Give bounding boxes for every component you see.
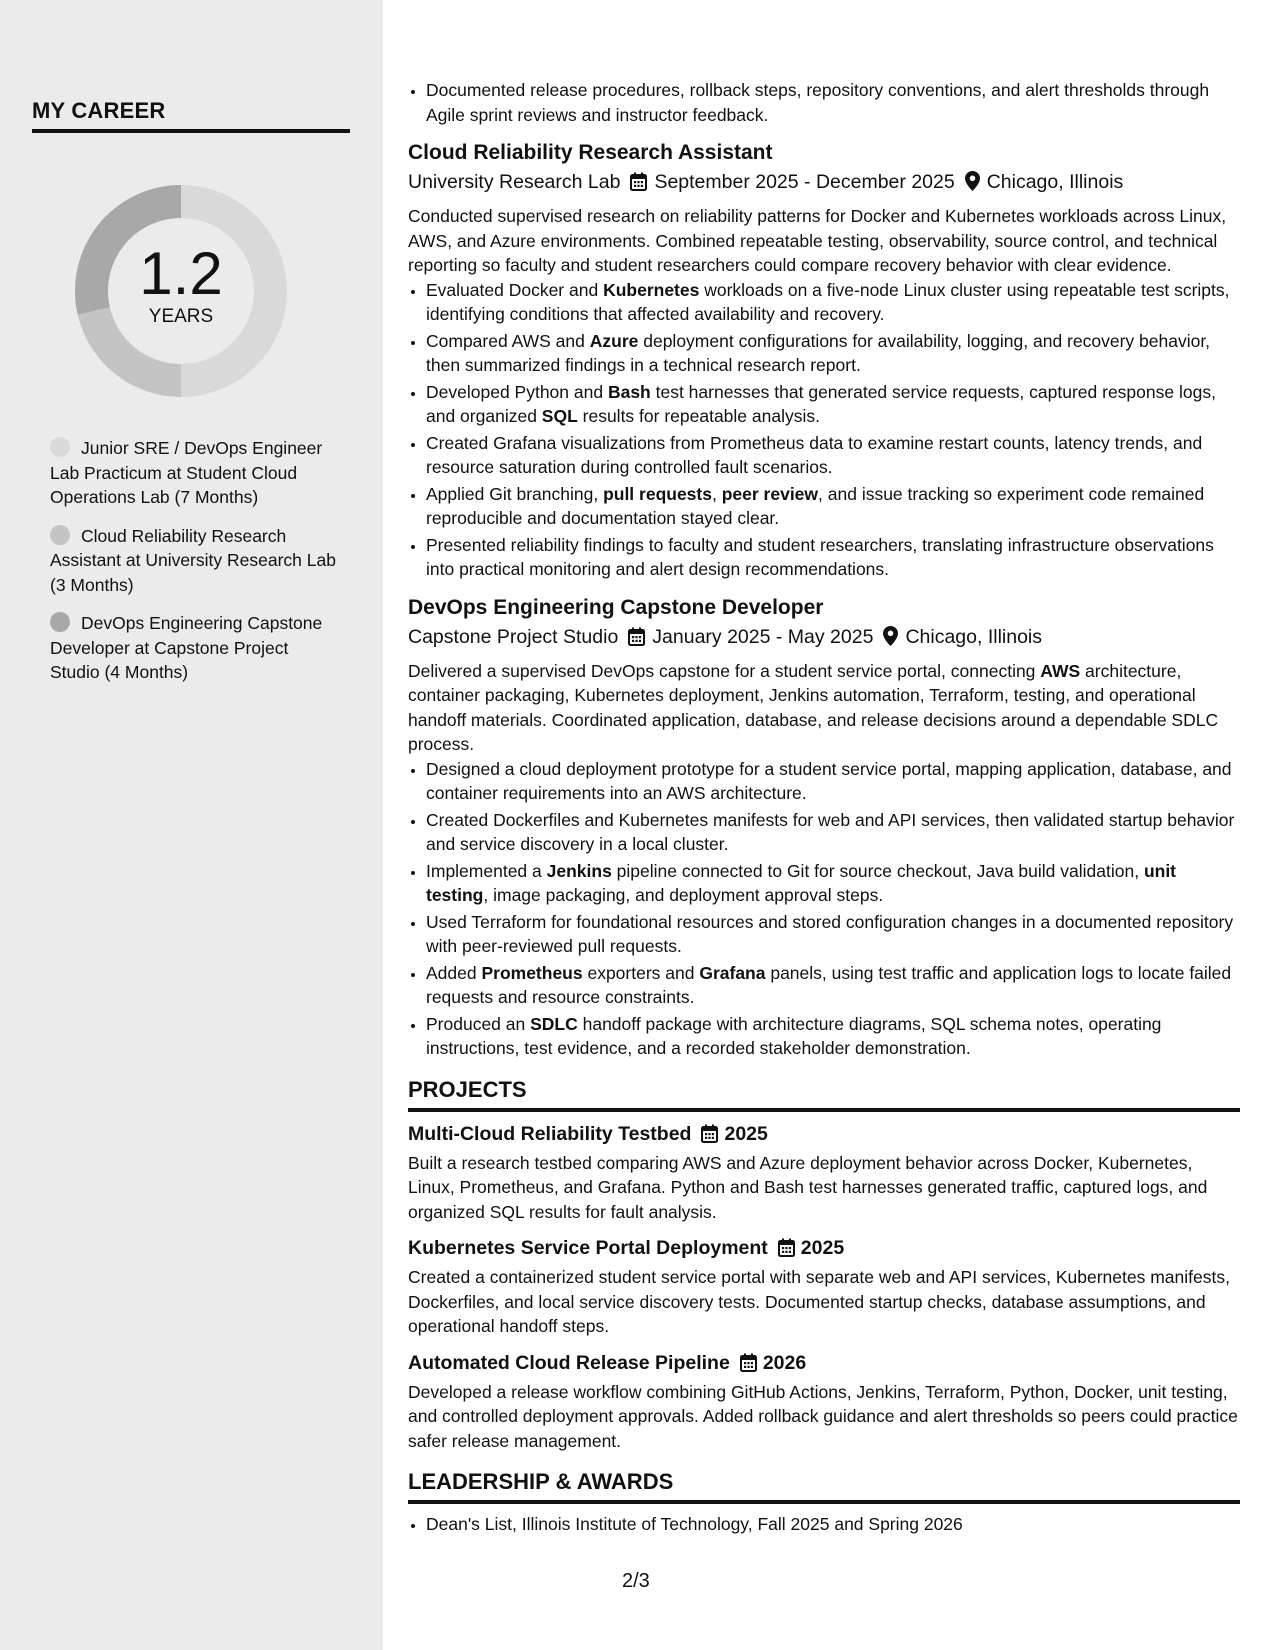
calendar-icon: [630, 171, 647, 199]
job-title: DevOps Engineering Capstone Developer: [408, 595, 824, 619]
text-run: Designed a cloud deployment prototype for a student service portal, mapping application, database, and container requirements into an AWS architecture.: [426, 758, 1232, 803]
legend-swatch-icon: [50, 525, 70, 545]
text-run: exporters and: [582, 962, 700, 983]
text-run: Created Dockerfiles and Kubernetes manifests for web and API services, then validated startup behavior and service discovery in a local cluster.: [426, 809, 1235, 854]
bullet-item: [426, 278, 1240, 327]
bold-keyword: Prometheus: [481, 962, 583, 983]
legend-item: [50, 524, 340, 598]
text-run: Evaluated Docker and: [426, 279, 604, 300]
text-run: Added: [426, 962, 482, 983]
career-donut-chart: [62, 172, 300, 410]
project-title-row: [408, 1349, 1240, 1380]
bold-keyword: SDLC: [530, 1013, 578, 1034]
location-pin-icon: [965, 171, 980, 199]
text-run: Presented reliability findings to faculty and student researchers, translating infrastructure observations into practical monitoring and alert design recommendations.: [426, 534, 1214, 579]
career-total-value: 1.2: [139, 240, 223, 307]
bold-keyword: peer review: [721, 483, 819, 504]
career-total-unit: YEARS: [148, 306, 214, 327]
project-title: Kubernetes Service Portal Deployment: [408, 1237, 768, 1259]
text-run: Conducted supervised research on reliability patterns for Docker and Kubernetes workloads across Linux, AWS, and Azure environments. Combined repeatable testing, observability, source control, and technical reporting so faculty and student researchers could compare recovery behavior with clear evidence.: [408, 206, 1227, 275]
text-run: results for repeatable analysis.: [577, 406, 820, 426]
legend-item: [50, 436, 340, 510]
job-location: Chicago, Illinois: [905, 625, 1043, 648]
text-run: Created Grafana visualizations from Prometheus data to examine restart counts, latency trends, and resource saturation during controlled fault scenarios.: [426, 432, 1203, 477]
career-sidebar: [0, 0, 383, 1650]
bullet-item: [426, 757, 1240, 806]
bold-keyword: SQL: [541, 406, 578, 426]
legend-swatch-icon: [50, 612, 70, 632]
bullet-item: [426, 859, 1240, 908]
job-entry: [408, 139, 1240, 582]
legend-label: DevOps Engineering Capstone Developer at Capstone Project Studio (4 Months): [50, 613, 323, 682]
project-year: 2025: [724, 1122, 768, 1145]
legend-label: Junior SRE / DevOps Engineer Lab Practicum at Student Cloud Operations Lab (7 Months): [50, 438, 323, 507]
job-org: Capstone Project Studio: [408, 625, 619, 648]
job-dates: January 2025 - May 2025: [652, 625, 874, 648]
project-entry: [408, 1120, 1240, 1225]
main-content: [408, 78, 1240, 1539]
bullet-item: [426, 808, 1240, 857]
bullet-item: • Dean's List, Illinois Institute of Technology, Fall 2025 and Spring 2026: [426, 1512, 1240, 1537]
legend-label: Cloud Reliability Research Assistant at University Research Lab (3 Months): [50, 525, 336, 595]
project-entry: [408, 1234, 1240, 1339]
bullet-item: [426, 533, 1240, 582]
text-run: Applied Git branching,: [426, 483, 604, 504]
projects-heading: PROJECTS: [408, 1077, 1240, 1112]
bold-keyword: Jenkins: [546, 860, 612, 881]
text-run: Implemented a: [426, 860, 547, 881]
career-legend: [50, 436, 340, 699]
text-run: pipeline connected to Git for source checkout, Java build validation,: [611, 860, 1144, 881]
bold-keyword: Grafana: [699, 962, 766, 983]
text-run: test harnesses that generated service requests, captured response logs, and organized: [426, 381, 1216, 426]
job-bullets: [408, 757, 1240, 1061]
project-description: Developed a release workflow combining GitHub Actions, Jenkins, Terraform, Python, Docker, unit testing, and controlled deployment approvals. Added rollback guidance and alert thresholds so peers could practice safer release management.: [408, 1381, 1238, 1451]
job-meta: [408, 623, 1240, 654]
project-title-row: [408, 1234, 1240, 1265]
bullet-item: [426, 910, 1240, 959]
legend-swatch-icon: [50, 437, 70, 457]
text-run: , image packaging, and deployment approval steps.: [483, 885, 884, 905]
text-run: ,: [711, 483, 722, 504]
project-year: 2025: [800, 1237, 845, 1259]
text-run: handoff package with architecture diagrams, SQL schema notes, operating instructions, test evidence, and a recorded stakeholder demonstration.: [426, 1013, 1162, 1058]
bold-keyword: Azure: [589, 330, 639, 351]
calendar-icon: [778, 1237, 795, 1265]
text-run: Produced an: [426, 1013, 531, 1034]
text-run: Compared AWS and: [426, 330, 590, 351]
bullet-item: • Documented release procedures, rollback steps, repository conventions, and alert thresholds through Agile sprint reviews and instructor feedback.: [426, 78, 1240, 127]
bullet-item: [426, 961, 1240, 1010]
text-run: Developed Python and: [426, 381, 608, 402]
legend-item: [50, 611, 340, 685]
text-run: panels, using test traffic and application logs to locate failed requests and resource constraints.: [426, 962, 1232, 1007]
project-description: Created a containerized student service portal with separate web and API services, Kubernetes manifests, Dockerfiles, and local service discovery tests. Documented startup checks, database assumptions, and operational handoff steps.: [408, 1267, 1230, 1336]
text-run: , and issue tracking so experiment code remained reproducible and documentation stayed clear.: [426, 483, 1205, 528]
job-location: Chicago, Illinois: [986, 171, 1124, 193]
job-description: [408, 659, 1240, 757]
job-entry: [408, 594, 1240, 1061]
leadership-heading: LEADERSHIP & AWARDS: [408, 1469, 1240, 1504]
job-meta: [408, 168, 1240, 199]
job-description: [408, 204, 1240, 278]
project-title: Multi-Cloud Reliability Testbed: [408, 1122, 692, 1145]
project-year: 2026: [762, 1351, 807, 1374]
bold-keyword: Kubernetes: [603, 279, 700, 300]
text-run: Delivered a supervised DevOps capstone for a student service portal, connecting: [408, 660, 1041, 681]
project-entry: [408, 1349, 1240, 1454]
bold-keyword: Bash: [607, 381, 651, 402]
calendar-icon: [701, 1123, 718, 1151]
text-run: workloads on a five-node Linux cluster using repeatable test scripts, identifying conditions that affected availability and recovery.: [426, 279, 1230, 324]
job-title: Cloud Reliability Research Assistant: [408, 141, 773, 164]
text-run: architecture, container packaging, Kubernetes deployment, Jenkins automation, Terraform, testing, and operational handoff materials. Coordinated application, database, and release decisions around a dependable SDLC process.: [408, 660, 1219, 754]
bold-keyword: pull requests: [603, 483, 712, 504]
job-dates: September 2025 - December 2025: [654, 171, 955, 193]
project-title: Automated Cloud Release Pipeline: [408, 1351, 730, 1374]
bold-keyword: AWS: [1040, 660, 1081, 681]
bullet-item: [426, 1012, 1240, 1061]
location-pin-icon: [883, 626, 898, 654]
bullet-item: [426, 431, 1240, 480]
job-bullets: [408, 278, 1240, 582]
bullet-item: [426, 380, 1240, 429]
job-org: University Research Lab: [408, 171, 621, 193]
bullet-item: [426, 482, 1240, 531]
career-heading: MY CAREER: [32, 98, 350, 133]
page-number: 2/3: [622, 1570, 650, 1592]
bold-keyword: unit testing: [426, 860, 1177, 905]
calendar-icon: [628, 626, 645, 654]
bullet-item: [426, 329, 1240, 378]
calendar-icon: [740, 1352, 757, 1380]
project-description: Built a research testbed comparing AWS and Azure deployment behavior across Docker, Kubernetes, Linux, Prometheus, and Grafana. Python and Bash test harnesses generated traffic, captured logs, and organized SQL results for fault analysis.: [408, 1152, 1208, 1222]
project-title-row: [408, 1120, 1240, 1151]
leadership-bullets: [408, 1512, 1240, 1537]
text-run: deployment configurations for availability, logging, and recovery behavior, then summarized findings in a technical research report.: [426, 330, 1211, 375]
text-run: Used Terraform for foundational resources and stored configuration changes in a documented repository with peer-reviewed pull requests.: [426, 911, 1234, 956]
intro-bullets: [408, 78, 1240, 127]
